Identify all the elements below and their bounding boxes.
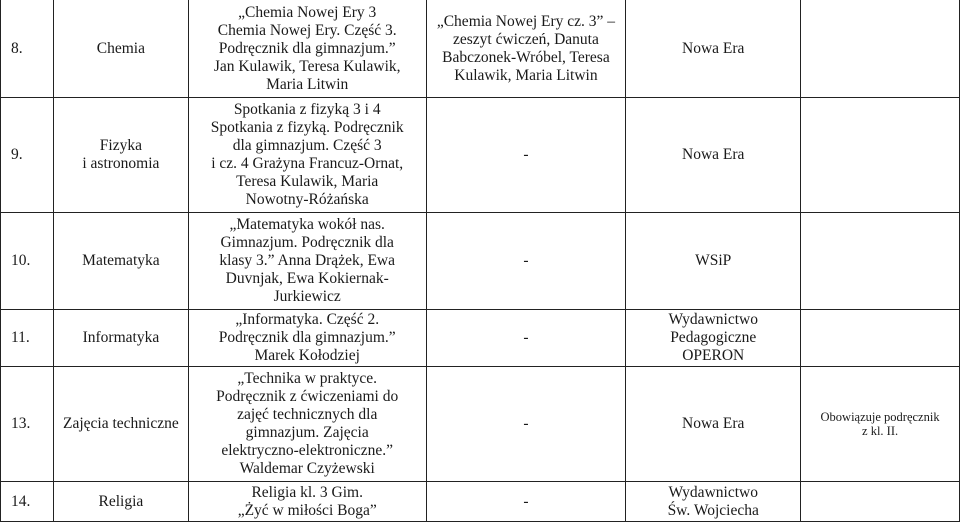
subject-cell: Religia (53, 482, 188, 522)
notes-cell (801, 482, 960, 522)
subject-cell: Informatyka (53, 310, 188, 367)
publisher-cell: Wydawnictwo Św. Wojciecha (626, 482, 801, 522)
table-row (1, 482, 960, 522)
table-row (1, 367, 960, 482)
row-number: 11. (1, 310, 54, 367)
row-number: 14. (1, 482, 54, 522)
publisher-cell: Nowa Era (626, 367, 801, 482)
workbook-cell: - (426, 213, 626, 310)
textbook-cell: „Matematyka wokół nas. Gimnazjum. Podręcznik dla klasy 3.” Anna Drążek, Ewa Duvnjak, Ewa Kokiernak- Jurkiewicz (188, 213, 426, 310)
textbook-cell: Spotkania z fizyką 3 i 4 Spotkania z fizyką. Podręcznik dla gimnazjum. Część 3 i cz. 4 Grażyna Francuz-Ornat, Teresa Kulawik, Maria Nowotny-Różańska (188, 98, 426, 213)
notes-cell (801, 0, 960, 98)
textbook-cell: „Informatyka. Część 2. Podręcznik dla gimnazjum.” Marek Kołodziej (188, 310, 426, 367)
textbook-cell: „Technika w praktyce. Podręcznik z ćwiczeniami do zajęć technicznych dla gimnazjum. Zajęcia elektryczno-elektroniczne.” Waldemar Czyżewski (188, 367, 426, 482)
publisher-cell: Nowa Era (626, 98, 801, 213)
publisher-cell: WSiP (626, 213, 801, 310)
table-row (1, 0, 960, 98)
workbook-cell: „Chemia Nowej Ery cz. 3” – zeszyt ćwiczeń, Danuta Babczonek-Wróbel, Teresa Kulawik, Maria Litwin (426, 0, 626, 98)
row-number: 10. (1, 213, 54, 310)
notes-cell (801, 213, 960, 310)
textbook-cell: Religia kl. 3 Gim. „Żyć w miłości Boga” (188, 482, 426, 522)
table-row (1, 310, 960, 367)
subject-cell: Zajęcia techniczne (53, 367, 188, 482)
textbook-cell: „Chemia Nowej Ery 3 Chemia Nowej Ery. Część 3. Podręcznik dla gimnazjum.” Jan Kulawik, Teresa Kulawik, Maria Litwin (188, 0, 426, 98)
publisher-cell: Wydawnictwo Pedagogiczne OPERON (626, 310, 801, 367)
workbook-cell: - (426, 98, 626, 213)
table-row (1, 98, 960, 213)
notes-cell (801, 310, 960, 367)
subject-cell: Matematyka (53, 213, 188, 310)
subject-cell: Fizyka i astronomia (53, 98, 188, 213)
workbook-cell: - (426, 367, 626, 482)
workbook-cell: - (426, 482, 626, 522)
table-row (1, 213, 960, 310)
publisher-cell: Nowa Era (626, 0, 801, 98)
subject-cell: Chemia (53, 0, 188, 98)
workbook-cell: - (426, 310, 626, 367)
row-number: 9. (1, 98, 54, 213)
notes-cell: Obowiązuje podręcznik z kl. II. (801, 367, 960, 482)
notes-cell (801, 98, 960, 213)
row-number: 8. (1, 0, 54, 98)
row-number: 13. (1, 367, 54, 482)
